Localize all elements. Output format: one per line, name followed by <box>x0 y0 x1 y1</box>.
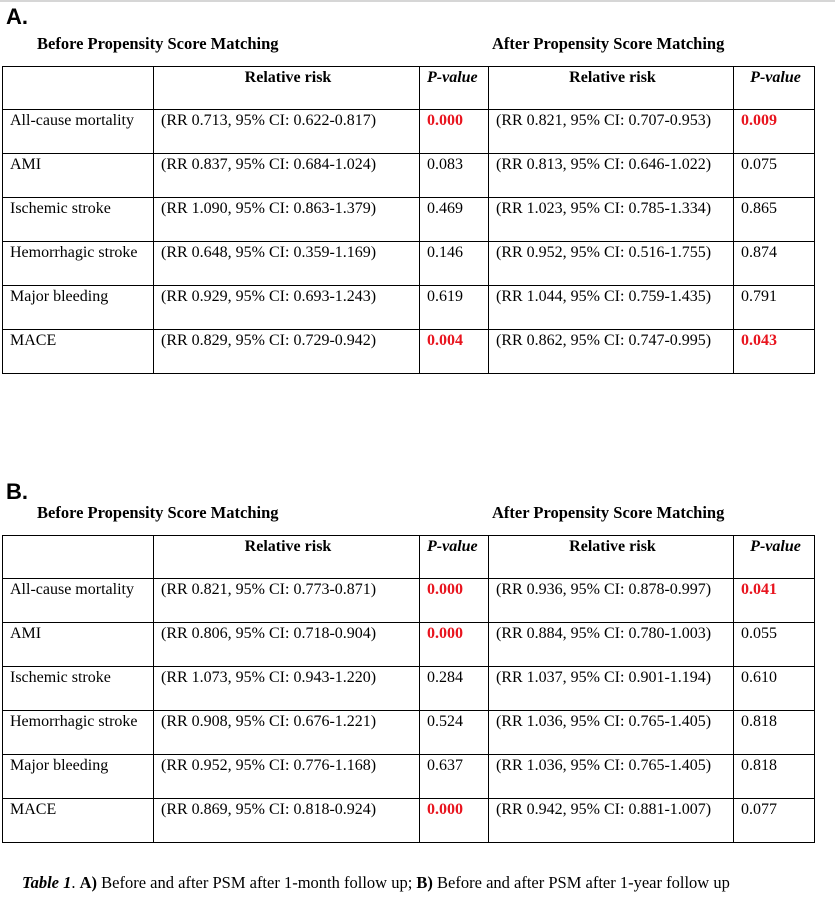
panel-b-label: B. <box>6 479 28 504</box>
p-after-cell: 0.610 <box>734 667 815 711</box>
rr-after-cell: (RR 1.037, 95% CI: 0.901-1.194) <box>489 667 734 711</box>
table-row <box>3 799 815 843</box>
rr-after-cell: (RR 0.862, 95% CI: 0.747-0.995) <box>489 330 734 374</box>
rr-after-cell: (RR 0.936, 95% CI: 0.878-0.997) <box>489 579 734 623</box>
outcome-cell: Ischemic stroke <box>3 667 154 711</box>
caption-a-key: A) <box>79 873 98 892</box>
panel-a-heading-after: After Propensity Score Matching <box>492 34 725 53</box>
p-before-cell: 0.000 <box>420 799 489 843</box>
rr-before-cell: (RR 0.908, 95% CI: 0.676-1.221) <box>154 711 420 755</box>
rr-after-cell: (RR 1.036, 95% CI: 0.765-1.405) <box>489 755 734 799</box>
p-after-cell: 0.041 <box>734 579 815 623</box>
table-row <box>3 110 815 154</box>
p-after-cell: 0.077 <box>734 799 815 843</box>
table-row <box>3 330 815 374</box>
outcome-header-cell <box>3 67 154 110</box>
rr-before-cell: (RR 0.806, 95% CI: 0.718-0.904) <box>154 623 420 667</box>
p-before-cell: 0.469 <box>420 198 489 242</box>
rr-before-cell: (RR 0.869, 95% CI: 0.818-0.924) <box>154 799 420 843</box>
outcome-cell: Ischemic stroke <box>3 198 154 242</box>
table-row <box>3 711 815 755</box>
rr-before-cell: (RR 0.929, 95% CI: 0.693-1.243) <box>154 286 420 330</box>
rr-before-cell: (RR 0.648, 95% CI: 0.359-1.169) <box>154 242 420 286</box>
p-after-header: P-value <box>734 536 815 579</box>
outcome-cell: All-cause mortality <box>3 110 154 154</box>
p-before-header: P-value <box>420 536 489 579</box>
outcome-cell: All-cause mortality <box>3 579 154 623</box>
caption-separator: . <box>71 873 80 892</box>
outcome-cell: Major bleeding <box>3 755 154 799</box>
p-before-cell: 0.619 <box>420 286 489 330</box>
p-before-cell: 0.524 <box>420 711 489 755</box>
table-row <box>3 286 815 330</box>
outcome-cell: Hemorrhagic stroke <box>3 242 154 286</box>
p-before-header: P-value <box>420 67 489 110</box>
table-row <box>3 242 815 286</box>
rr-before-cell: (RR 1.073, 95% CI: 0.943-1.220) <box>154 667 420 711</box>
p-after-cell: 0.818 <box>734 711 815 755</box>
rr-after-cell: (RR 0.884, 95% CI: 0.780-1.003) <box>489 623 734 667</box>
rr-before-cell: (RR 1.090, 95% CI: 0.863-1.379) <box>154 198 420 242</box>
p-after-cell: 0.791 <box>734 286 815 330</box>
table-row <box>3 667 815 711</box>
p-after-cell: 0.055 <box>734 623 815 667</box>
panel-b-heading-before: Before Propensity Score Matching <box>37 503 279 522</box>
p-before-cell: 0.000 <box>420 579 489 623</box>
p-after-cell: 0.043 <box>734 330 815 374</box>
caption-a-text: Before and after PSM after 1-month follow up; <box>97 873 417 892</box>
p-after-cell: 0.818 <box>734 755 815 799</box>
p-before-cell: 0.637 <box>420 755 489 799</box>
outcome-cell: Hemorrhagic stroke <box>3 711 154 755</box>
panel-a-header-row <box>3 67 815 110</box>
caption-b-text: Before and after PSM after 1-year follow up <box>432 873 730 892</box>
table-row <box>3 579 815 623</box>
panel-a-label: A. <box>6 4 28 29</box>
rr-after-cell: (RR 1.044, 95% CI: 0.759-1.435) <box>489 286 734 330</box>
rr-after-cell: (RR 0.813, 95% CI: 0.646-1.022) <box>489 154 734 198</box>
rr-after-header: Relative risk <box>489 536 734 579</box>
rr-before-cell: (RR 0.821, 95% CI: 0.773-0.871) <box>154 579 420 623</box>
rr-before-cell: (RR 0.829, 95% CI: 0.729-0.942) <box>154 330 420 374</box>
table-row <box>3 623 815 667</box>
rr-after-cell: (RR 1.036, 95% CI: 0.765-1.405) <box>489 711 734 755</box>
panel-b-header-row <box>3 536 815 579</box>
caption-table-label: Table 1 <box>22 873 72 892</box>
rr-before-cell: (RR 0.952, 95% CI: 0.776-1.168) <box>154 755 420 799</box>
p-before-cell: 0.284 <box>420 667 489 711</box>
p-after-cell: 0.075 <box>734 154 815 198</box>
rr-after-header: Relative risk <box>489 67 734 110</box>
rr-before-cell: (RR 0.837, 95% CI: 0.684-1.024) <box>154 154 420 198</box>
rr-after-cell: (RR 0.952, 95% CI: 0.516-1.755) <box>489 242 734 286</box>
p-after-cell: 0.874 <box>734 242 815 286</box>
rr-after-cell: (RR 0.821, 95% CI: 0.707-0.953) <box>489 110 734 154</box>
p-after-cell: 0.009 <box>734 110 815 154</box>
panel-b-table <box>2 535 815 843</box>
top-divider <box>0 0 835 2</box>
rr-after-cell: (RR 0.942, 95% CI: 0.881-1.007) <box>489 799 734 843</box>
table-row <box>3 755 815 799</box>
panel-a-table <box>2 66 815 374</box>
p-before-cell: 0.146 <box>420 242 489 286</box>
rr-after-cell: (RR 1.023, 95% CI: 0.785-1.334) <box>489 198 734 242</box>
outcome-cell: MACE <box>3 799 154 843</box>
outcome-cell: MACE <box>3 330 154 374</box>
rr-before-header: Relative risk <box>154 67 420 110</box>
caption-b-key: B) <box>416 873 433 892</box>
table-row <box>3 154 815 198</box>
p-before-cell: 0.000 <box>420 623 489 667</box>
panel-a-heading-before: Before Propensity Score Matching <box>37 34 279 53</box>
outcome-cell: AMI <box>3 623 154 667</box>
p-before-cell: 0.004 <box>420 330 489 374</box>
panel-b-heading-after: After Propensity Score Matching <box>492 503 725 522</box>
outcome-header-cell <box>3 536 154 579</box>
p-after-cell: 0.865 <box>734 198 815 242</box>
p-before-cell: 0.083 <box>420 154 489 198</box>
outcome-cell: AMI <box>3 154 154 198</box>
rr-before-cell: (RR 0.713, 95% CI: 0.622-0.817) <box>154 110 420 154</box>
table-row <box>3 198 815 242</box>
rr-before-header: Relative risk <box>154 536 420 579</box>
p-before-cell: 0.000 <box>420 110 489 154</box>
table-caption <box>22 873 730 893</box>
outcome-cell: Major bleeding <box>3 286 154 330</box>
p-after-header: P-value <box>734 67 815 110</box>
